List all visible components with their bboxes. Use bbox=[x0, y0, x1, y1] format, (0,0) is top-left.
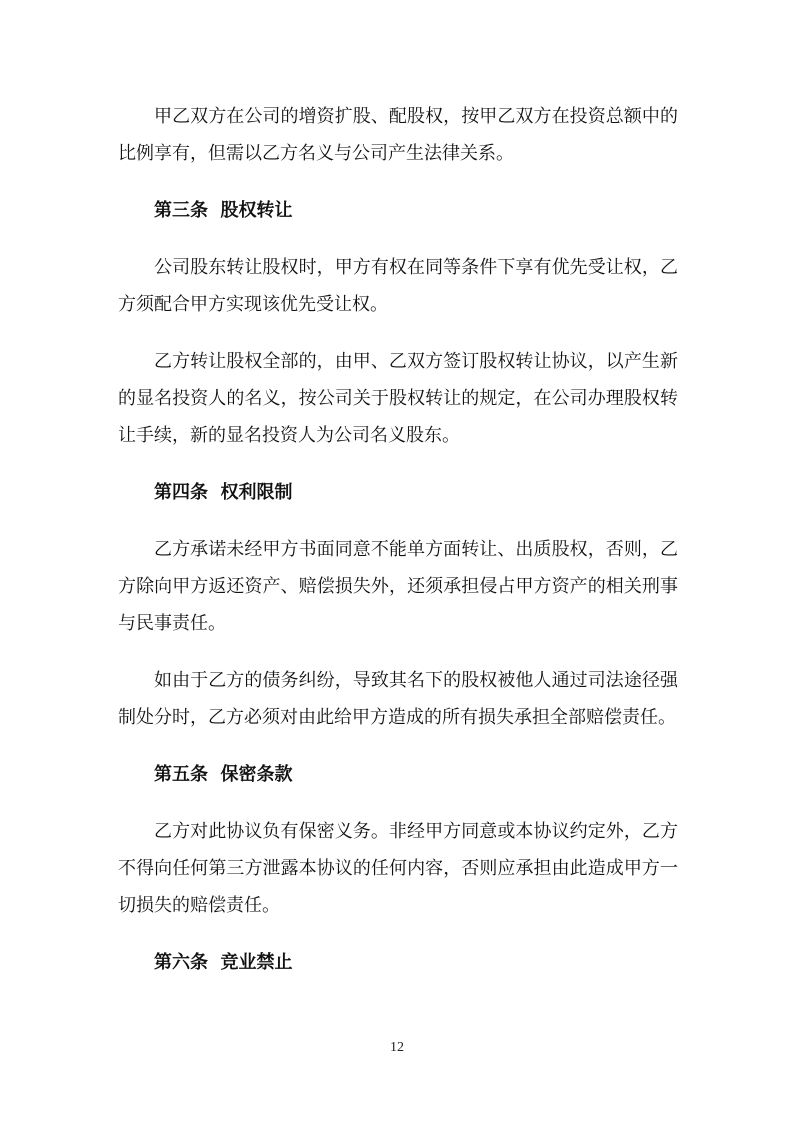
page-number: 12 bbox=[390, 1040, 404, 1055]
paragraph-full-transfer: 乙方转让股权全部的，由甲、乙双方签订股权转让协议，以产生新的显名投资人的名义，按公司关于股权转让的规定，在公司办理股权转让手续，新的显名投资人为公司名义股东。 bbox=[118, 351, 678, 446]
document-body bbox=[118, 98, 678, 1001]
heading-article-4: 第四条 权利限制 bbox=[154, 482, 293, 503]
paragraph-capital-increase: 甲乙双方在公司的增资扩股、配股权，按甲乙双方在投资总额中的比例享有，但需以乙方名义与公司产生法律关系。 bbox=[118, 106, 678, 164]
heading-article-6: 第六条 竞业禁止 bbox=[154, 952, 293, 973]
paragraph-confidentiality: 乙方对此协议负有保密义务。非经甲方同意或本协议约定外，乙方不得向任何第三方泄露本协议的任何内容，否则应承担由此造成甲方一切损失的赔偿责任。 bbox=[118, 821, 678, 916]
paragraph-transfer-restriction: 乙方承诺未经甲方书面同意不能单方面转让、出质股权，否则，乙方除向甲方返还资产、赔偿损失外，还须承担侵占甲方资产的相关刑事与民事责任。 bbox=[118, 539, 678, 634]
heading-article-5: 第五条 保密条款 bbox=[154, 764, 293, 785]
heading-article-3: 第三条 股权转让 bbox=[154, 200, 293, 221]
paragraph-preemptive-right: 公司股东转让股权时，甲方有权在同等条件下享有优先受让权，乙方须配合甲方实现该优先受让权。 bbox=[118, 257, 678, 315]
paragraph-debt-dispute: 如由于乙方的债务纠纷，导致其名下的股权被他人通过司法途径强制处分时，乙方必须对由此给甲方造成的所有损失承担全部赔偿责任。 bbox=[118, 670, 678, 728]
